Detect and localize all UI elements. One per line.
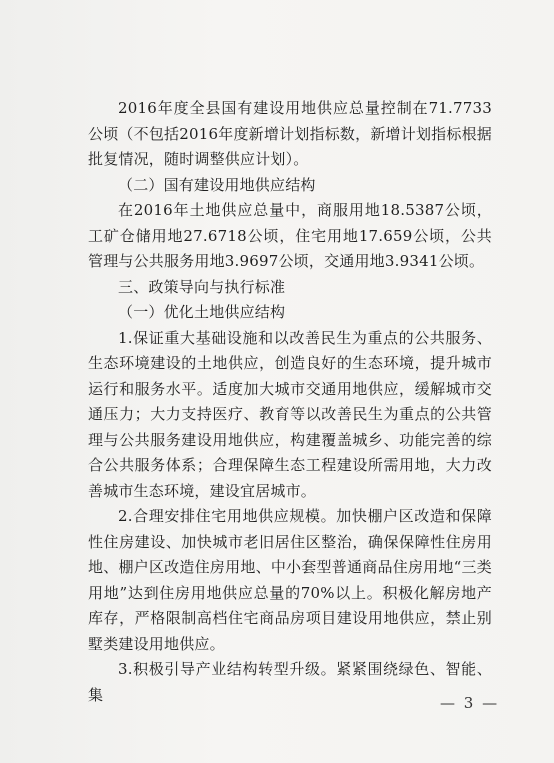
heading-optimize-structure: （一）优化土地供应结构 bbox=[118, 303, 286, 321]
paragraph-item-1: 1.保证重大基础设施和以改善民生为重点的公共服务、生态环境建设的土地供应，创造良好的生态环境，提升城市运行和服务水平。适度加大城市交通用地供应，缓解城市交通压力；大力支持医疗、教育等以改善民生为重点的公共管理与公共服务建设用地供应，构建覆盖城乡、功能完善的综合公共服务体系；合理保障生态工程建设所需用地，大力改善城市生态环境，建设宜居城市。 bbox=[88, 328, 492, 500]
heading-supply-structure: （二）国有建设用地供应结构 bbox=[118, 175, 316, 194]
paragraph-supply-breakdown: 在2016年土地供应总量中，商服用地18.5387公顷，工矿仓储用地27.6718公顷，住宅用地17.659公顷，公共管理与公共服务用地3.9697公顷，交通用地3.9341公顷。 bbox=[88, 201, 492, 270]
document-body bbox=[88, 96, 492, 708]
heading-policy-section: 三、政策导向与执行标准 bbox=[118, 277, 286, 296]
paragraph-item-3: 3.积极引导产业结构转型升级。紧紧围绕绿色、智能、集 bbox=[88, 660, 492, 704]
paragraph-supply-total: 2016年度全县国有建设用地供应总量控制在71.7733公顷（不包括2016年度新增计划指标数，新增计划指标根据批复情况，随时调整供应计划）。 bbox=[88, 99, 492, 168]
page-number: — 3 — bbox=[440, 694, 500, 712]
paragraph-item-2: 2.合理安排住宅用地供应规模。加快棚户区改造和保障性住房建设、加快城市老旧居住区整治，确保保障性住房用地、棚户区改造住房用地、中小套型普通商品住房用地“三类用地”达到住房用地供应总量的70%以上。积极化解房地产库存，严格限制高档住宅商品房项目建设用地供应，禁止别墅类建设用地供应。 bbox=[88, 507, 492, 653]
